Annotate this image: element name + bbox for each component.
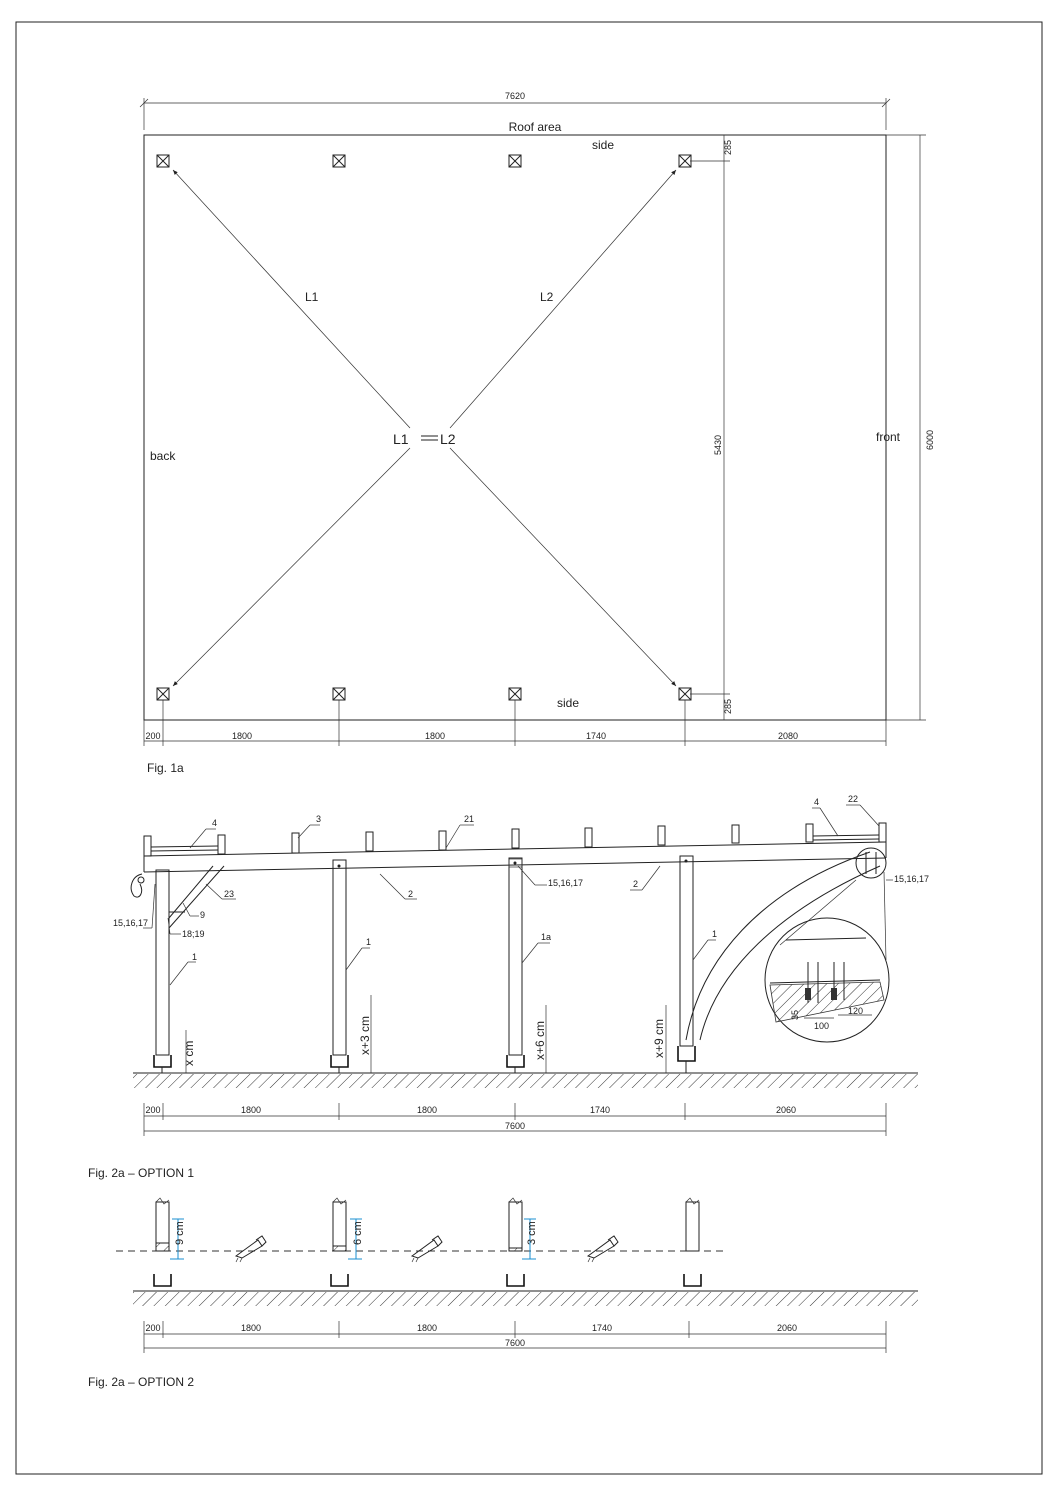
ground-hatch-2 xyxy=(133,1292,918,1306)
figure-1a-plan xyxy=(140,91,935,775)
detail-magnifier xyxy=(765,918,889,1042)
part-2-right: 2 xyxy=(633,879,639,889)
side-top-label: side xyxy=(591,138,615,152)
detail-dim-120: 120 xyxy=(848,1006,864,1016)
saw-icon xyxy=(236,1236,266,1262)
part-9: 9 xyxy=(200,910,206,920)
dim-5430: 5430 xyxy=(713,434,723,455)
part-3: 3 xyxy=(316,814,322,824)
dim-bottom-0: 200 xyxy=(145,731,161,741)
height-x-plus-3: x+3 cm xyxy=(358,1015,372,1055)
fig3-dim-0: 200 xyxy=(145,1323,161,1333)
diagonal-l2-lower xyxy=(450,448,676,686)
eq-l1-label: L1 xyxy=(393,431,409,447)
fig3-dim-4: 2060 xyxy=(776,1323,798,1333)
figure-2a-option-2 xyxy=(88,1198,918,1389)
rafter-top xyxy=(144,842,886,856)
fig2-dim-3: 1740 xyxy=(589,1105,611,1115)
saw-icon-2 xyxy=(412,1236,442,1262)
part-21: 21 xyxy=(464,814,475,824)
opt2-height-9: 9 cm xyxy=(174,1221,186,1245)
part-1-d: 1 xyxy=(712,929,718,939)
post-feet xyxy=(154,1046,695,1073)
figure-2a-option-1 xyxy=(88,794,929,1180)
fig2-dim-0: 200 xyxy=(145,1105,161,1115)
dim-bottom-3: 1740 xyxy=(585,731,607,741)
part-4-left: 4 xyxy=(212,818,218,828)
l1-label: L1 xyxy=(305,290,319,304)
back-label: back xyxy=(150,449,176,463)
part-1-b: 1 xyxy=(366,937,372,947)
caption-fig-1a: Fig. 1a xyxy=(147,761,184,775)
caption-fig-2a-option-2: Fig. 2a – OPTION 2 xyxy=(88,1375,195,1389)
diagonal-l1-upper xyxy=(173,170,410,428)
height-x: x cm xyxy=(182,1040,196,1066)
eq-l2-label: L2 xyxy=(440,431,456,447)
fig2-dim-1: 1800 xyxy=(240,1105,262,1115)
fig3-dim-3: 1740 xyxy=(591,1323,613,1333)
part-22: 22 xyxy=(848,794,859,804)
post-markers xyxy=(157,155,691,700)
posts xyxy=(156,856,693,1055)
part-1-a: 1 xyxy=(192,952,198,962)
roof-outline xyxy=(144,135,886,720)
dim-bottom-2: 1800 xyxy=(424,731,446,741)
opt2-height-6: 6 cm xyxy=(352,1221,364,1245)
diagonal-l2-upper xyxy=(450,170,676,428)
roof-area-label: Roof area xyxy=(508,120,562,134)
fig3-dim-1: 1800 xyxy=(240,1323,262,1333)
dim-6000: 6000 xyxy=(925,429,935,450)
part-4-right: 4 xyxy=(814,797,820,807)
detail-dim-100: 100 xyxy=(814,1021,830,1031)
fig2-dim-4: 2060 xyxy=(775,1105,797,1115)
height-x-plus-9: x+9 cm xyxy=(652,1018,666,1058)
part-15-right: 15,16,17 xyxy=(894,874,930,884)
side-bottom-label: side xyxy=(556,696,580,710)
dim-bottom-1: 1800 xyxy=(231,731,253,741)
front-label: front xyxy=(876,430,901,444)
diagonal-l1-lower xyxy=(173,448,410,686)
part-15-mid: 15,16,17 xyxy=(548,878,584,888)
part-1a: 1a xyxy=(541,932,552,942)
ground-hatch xyxy=(133,1074,918,1088)
part-18-19: 18;19 xyxy=(182,929,205,939)
dim-285-bottom: 285 xyxy=(723,698,733,714)
option2-feet xyxy=(154,1274,701,1286)
dim-7620: 7620 xyxy=(504,91,526,101)
opt2-height-3: 3 cm xyxy=(526,1221,538,1245)
saw-icon-3 xyxy=(588,1236,618,1262)
fig3-dim-2: 1800 xyxy=(416,1323,438,1333)
caption-fig-2a-option-1: Fig. 2a – OPTION 1 xyxy=(88,1166,195,1180)
part-23: 23 xyxy=(224,889,235,899)
fig3-total: 7600 xyxy=(504,1338,526,1348)
dim-bottom-4: 2080 xyxy=(777,731,799,741)
part-2-left: 2 xyxy=(408,889,414,899)
fig2-total: 7600 xyxy=(504,1121,526,1131)
l2-label: L2 xyxy=(540,290,554,304)
rafter-bottom xyxy=(144,858,886,872)
sheet-border xyxy=(16,22,1042,1474)
fig2-dim-2: 1800 xyxy=(416,1105,438,1115)
dim-285-top: 285 xyxy=(723,139,733,155)
detail-dim-35: 35 xyxy=(790,1009,800,1020)
purlins xyxy=(144,823,886,856)
height-x-plus-6: x+6 cm xyxy=(533,1020,547,1060)
part-15-left: 15,16,17 xyxy=(113,918,149,928)
